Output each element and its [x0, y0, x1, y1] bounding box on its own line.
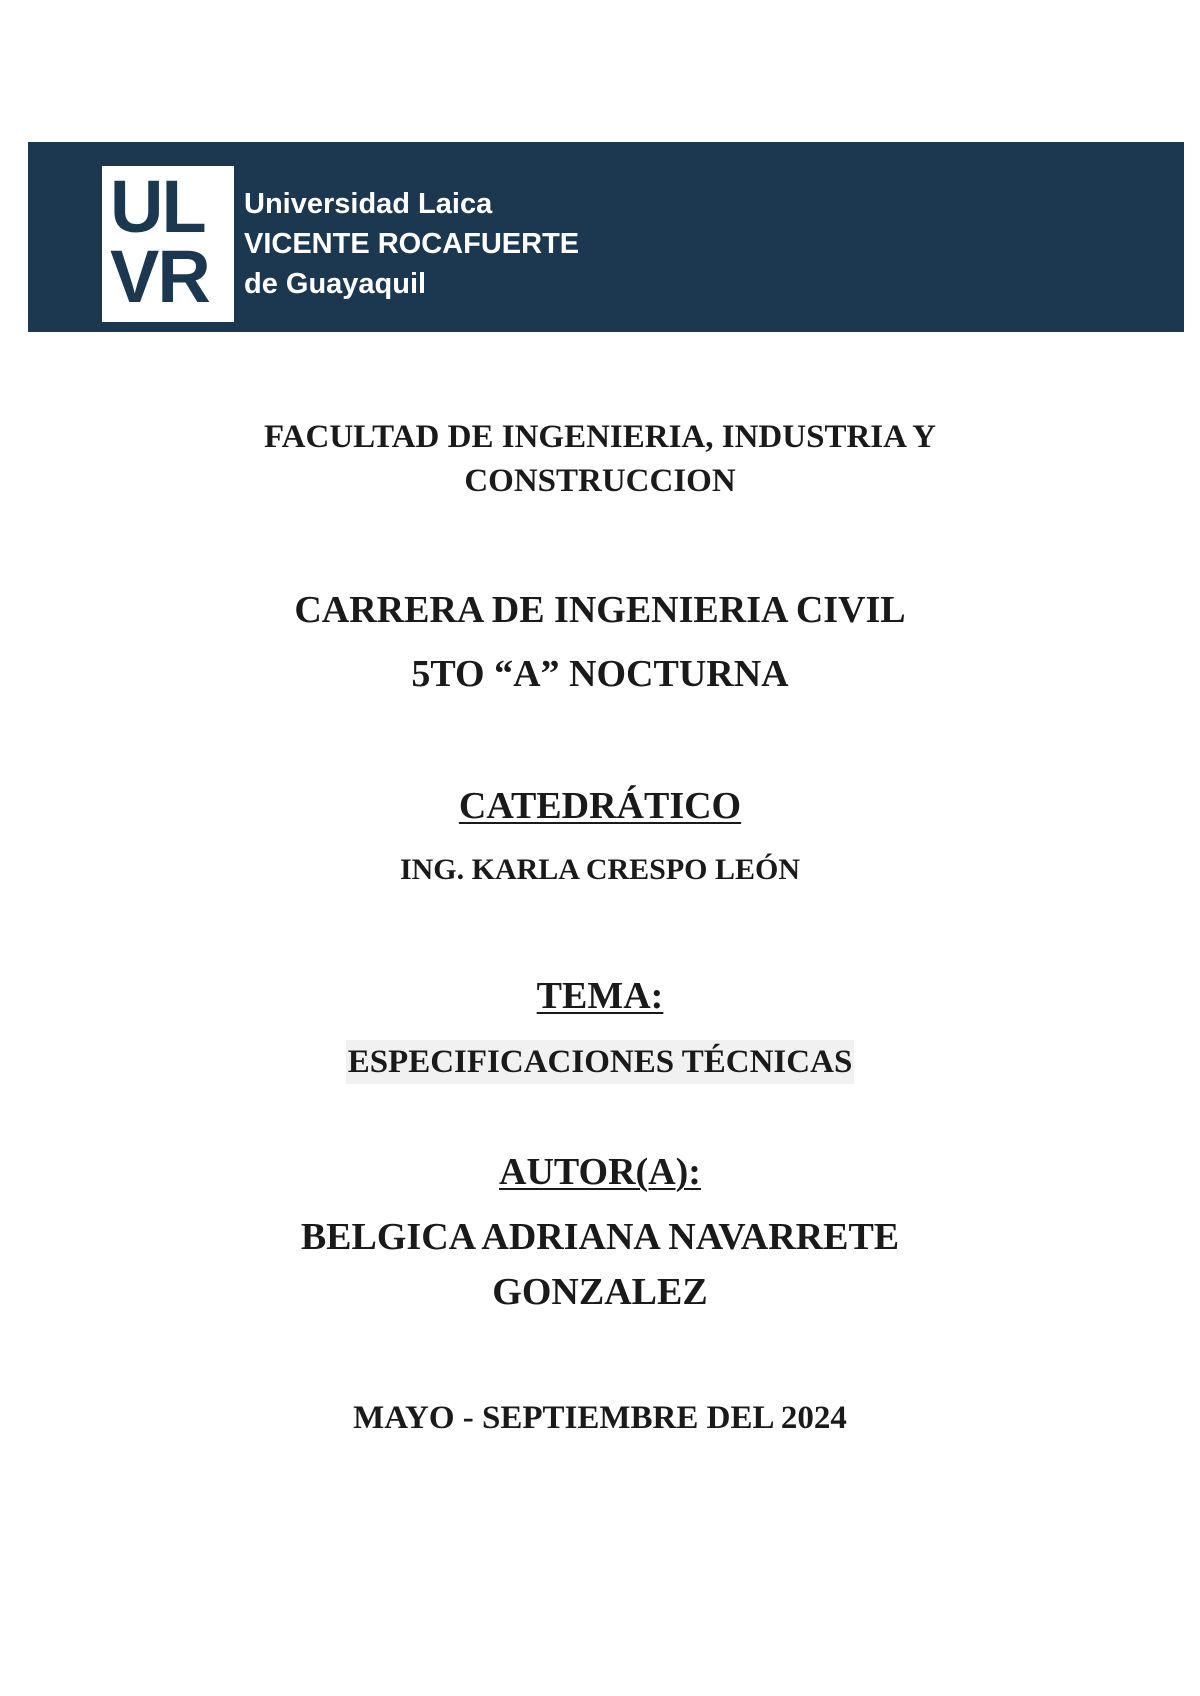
logo-monogram-line1: UL — [110, 165, 205, 248]
career-line2: 5TO “A” NOCTURNA — [411, 653, 789, 695]
catedratico-name: ING. KARLA CRESPO LEÓN — [399, 853, 801, 886]
autor-heading: AUTOR(A): — [499, 1151, 701, 1193]
tema-heading: TEMA: — [536, 975, 664, 1017]
tema-heading-row — [0, 972, 1200, 1020]
faculty-line1: FACULTAD DE INGENIERIA, INDUSTRIA Y — [263, 419, 937, 455]
university-name-line3: de Guayaquil — [244, 268, 427, 300]
university-name-line1: Universidad Laica — [244, 188, 493, 220]
university-name-line2: VICENTE ROCAFUERTE — [244, 228, 580, 260]
autor-name-line1: BELGICA ADRIANA NAVARRETE — [300, 1216, 900, 1258]
faculty-line2: CONSTRUCCION — [464, 463, 736, 499]
tema-value-row — [0, 1040, 1200, 1084]
academic-period: MAYO - SEPTIEMBRE DEL 2024 — [353, 1400, 847, 1436]
ulvr-logo — [102, 166, 234, 322]
autor-name-line2: GONZALEZ — [492, 1271, 708, 1313]
logo-monogram — [110, 165, 230, 318]
university-banner — [28, 142, 1184, 332]
catedratico-heading-row — [0, 782, 1200, 830]
career-line1: CARRERA DE INGENIERIA CIVIL — [294, 589, 906, 631]
university-name — [244, 184, 579, 304]
autor-heading-row — [0, 1148, 1200, 1196]
catedratico-heading: CATEDRÁTICO — [458, 785, 742, 827]
logo-monogram-line2: VR — [110, 235, 209, 318]
tema-value: ESPECIFICACIONES TÉCNICAS — [346, 1040, 855, 1084]
